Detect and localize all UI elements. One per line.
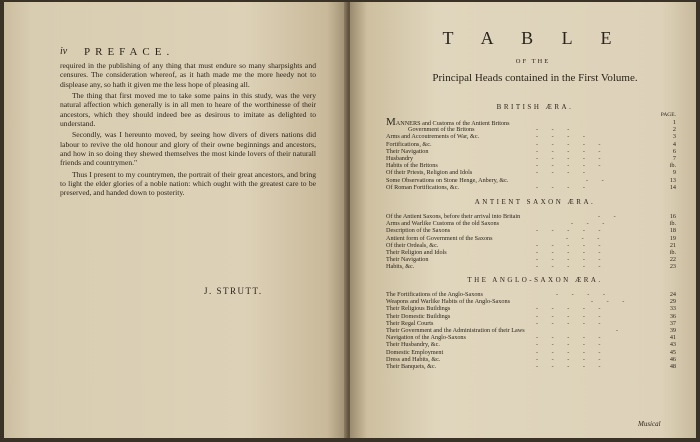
paragraph: Secondly, was I hereunto moved, by seeing how divers of divers nations did labour to revive the old honour and glory of their owne beginnings and ancestors, and how in so doing they shewed themselves the most kinde lovers of their naturall friends and countrymen.": [60, 130, 316, 168]
paragraph: The thing that first moved me to take some pains in this study, was the very natural affection which generally is in all men to heare of the worthinesse of their ancestors, which they should indeed bee as desirous to imitate as delighted to understand.: [60, 91, 316, 129]
toc-entry: Weapons and Warlike Habits of the Anglo-Saxons - - - 29: [386, 298, 676, 306]
section-heading: ANTIENT SAXON ÆRA.: [474, 198, 596, 206]
toc-entry: Arms and Warlike Customs of the old Saxons - - - ib.: [386, 220, 676, 228]
toc-entry: Fortifications, &c. - - - - - 4: [386, 140, 676, 148]
toc-section-british: [386, 116, 676, 191]
toc-entry: Dress and Habits, &c. - - - - - 46: [386, 355, 676, 363]
catchword: Musical: [638, 420, 661, 428]
toc-entry: MANNERS and Customs of the Antient Britons 1: [386, 116, 676, 128]
toc-entry: Their Navigation - - - - - 22: [386, 256, 676, 264]
toc-entry: Some Observations on Stone Henge, Anbery, &c. - - 13: [386, 176, 676, 184]
right-page: T A B L E OF THE Principal Heads contained in the First Volume. BRITISH ÆRA. PAGE. MANNERS and Customs of the Antient Britons 1 Government of the Britons - - - 2 Arms and Accoutrements of War, &c. - - - - 3 Fortifications, &c. - - - - - 4 Their Navigation - - - - - 6 Husbandry - - - - - 7 Habits of the Britons - - - - - ib. Of their Priests, Religion and Idols - - - - 9 Some Observations on Stone Henge, Anbery, &c. - - 13 Of Roman Fortifications, &c. - - - - 14 ANTIENT SAXON ÆRA. Of the Antient Saxons, before their arrival into Britain - - 16 Arms and Warlike Customs of the old Saxons - - - ib. Description of the Saxons - - - - - 18 Antient form of Government of the Saxons - - - 19 Of their Ordeals, &c. - - - - - 21 Their Religion and Idols - - - - - ib. Their Navigation - - - - - 22 Habits, &c. - - - - - 23 THE ANGLO-SAXON ÆRA. The Fortifications of the Anglo-Saxons - - - - 24 Weapons and Warlike Habits of the Anglo-Saxons - - - 29 Their Religious Buildings - - - - - 33 Their Domestic Buildings - - - - - 36 Their Regal Courts - - - - - 37 Their Government and the Administration of their Laws - 39 Navigation of the Anglo-Saxons - - - - - 41 Their Husbandry, &c. - - - - - 43 Domestic Employment - - - - - 45 Dress and Habits, &c. - - - - - 46 Their Banquets, &c. - - - - - 48 Musical: [350, 2, 696, 438]
toc-entry: Their Government and the Administration of their Laws - 39: [386, 326, 676, 334]
toc-entry: Of Roman Fortifications, &c. - - - - 14: [386, 183, 676, 191]
toc-entry: Their Religious Buildings - - - - - 33: [386, 305, 676, 313]
toc-entry: Government of the Britons - - - 2: [408, 126, 676, 134]
book-spread: [4, 2, 696, 438]
toc-entry: Domestic Employment - - - - - 45: [386, 348, 676, 356]
toc-entry: Of the Antient Saxons, before their arrival into Britain - - 16: [386, 213, 676, 220]
toc-entry: Of their Ordeals, &c. - - - - - 21: [386, 241, 676, 249]
signature: J. STRUTT.: [204, 286, 263, 296]
toc-entry: Husbandry - - - - - 7: [386, 154, 676, 162]
toc-entry: Habits, &c. - - - - - 23: [386, 263, 676, 271]
paragraph: Thus I present to my countrymen, the portrait of their great ancestors, and bring to light the elder glories of a noble nation: which ought with the greatest care to be preserved, and handed down to posterity.: [60, 169, 316, 198]
toc-entry: The Fortifications of the Anglo-Saxons - - - - 24: [386, 291, 676, 298]
toc-entry: Their Religion and Idols - - - - - ib.: [386, 248, 676, 256]
toc-entry: Their Regal Courts - - - - - 37: [386, 319, 676, 327]
paragraph: required in the publishing of any thing that must endure so many sharpsights and censures. The consideration whereof, as it hath made me the more heedy not to displease any, so hath it given me the less hope of pleasing all.: [60, 61, 316, 89]
table-subtitle: Principal Heads contained in the First Volume.: [432, 72, 638, 84]
left-page: [4, 2, 348, 438]
toc-entry: Their Banquets, &c. - - - - - 48: [386, 362, 676, 370]
toc-entry: Habits of the Britons - - - - - ib.: [386, 162, 676, 170]
toc-entry: Description of the Saxons - - - - - 18: [386, 227, 676, 235]
preface-text: [60, 61, 316, 200]
toc-entry: Arms and Accoutrements of War, &c. - - - - 3: [386, 133, 676, 141]
toc-entry: Navigation of the Anglo-Saxons - - - - - 41: [386, 334, 676, 342]
section-heading: BRITISH ÆRA.: [496, 103, 574, 111]
toc-entry: Antient form of Government of the Saxons - - - 19: [386, 234, 676, 242]
page-number: iv: [60, 46, 68, 57]
section-heading: THE ANGLO-SAXON ÆRA.: [467, 276, 603, 284]
running-head: PREFACE.: [84, 46, 175, 58]
toc-section-antient-saxon: [386, 213, 676, 271]
toc-entry: Of their Priests, Religion and Idols - - - - 9: [386, 169, 676, 177]
toc-entry: Their Domestic Buildings - - - - - 36: [386, 312, 676, 320]
toc-entry: Their Navigation - - - - - 6: [386, 147, 676, 155]
table-title: T A B L E: [442, 28, 624, 48]
of-the: OF THE: [515, 58, 551, 65]
toc-section-anglo-saxon: [386, 291, 676, 370]
toc-entry: Their Husbandry, &c. - - - - - 43: [386, 341, 676, 349]
